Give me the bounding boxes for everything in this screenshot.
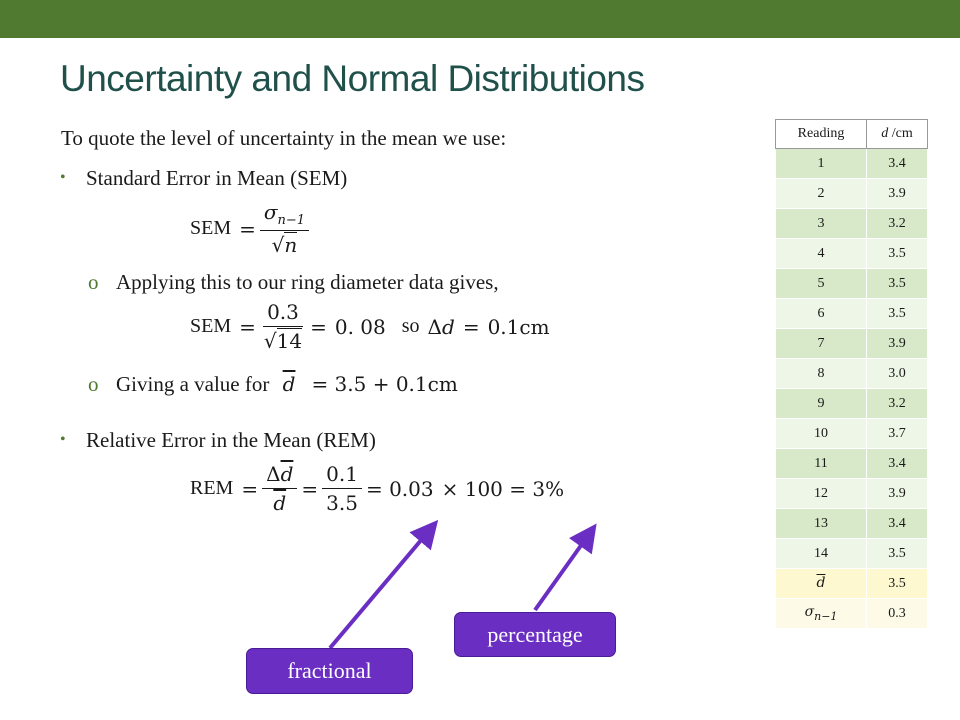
reading-cell: 1 <box>776 149 867 179</box>
reading-cell: 14 <box>776 539 867 569</box>
arrow-fractional <box>330 526 433 648</box>
so-word: so <box>401 315 420 337</box>
percentage-callout: percentage <box>454 612 616 657</box>
sub-bullet-glyph: o <box>88 270 99 294</box>
diameter-cell: 3.9 <box>867 329 928 359</box>
intro-text: To quote the level of uncertainty in the mean we use: <box>61 126 507 150</box>
d-bar-symbol: d <box>273 491 287 515</box>
d-bar-symbol: $\overline{d}$ <box>280 462 294 486</box>
sem-label: SEM <box>190 315 232 337</box>
reading-cell: 11 <box>776 449 867 479</box>
mean-value-statement: = 3.5 + 0.1cm <box>311 372 458 396</box>
diameter-cell: 3.4 <box>867 449 928 479</box>
equals-sign: = <box>310 314 327 339</box>
sem-label: SEM <box>190 217 232 239</box>
diameter-cell: 3.5 <box>867 539 928 569</box>
mean-value-cell: 3.5 <box>867 569 928 599</box>
reading-cell: 2 <box>776 179 867 209</box>
fractional-callout: fractional <box>246 648 413 694</box>
reading-cell: 10 <box>776 419 867 449</box>
equals-sign: = <box>239 314 256 339</box>
rem-percentage-value: × 100 = 3% <box>441 476 565 501</box>
reading-cell: 7 <box>776 329 867 359</box>
sub-point-apply-text: Applying this to our ring diameter data gives, <box>116 270 499 294</box>
reading-cell: 4 <box>776 239 867 269</box>
sub-point-value-text: Giving a value for <box>116 372 270 396</box>
delta-d-value: 0.1cm <box>487 314 550 339</box>
bullet-rem-text: Relative Error in the Mean (REM) <box>86 428 376 452</box>
root-symbol: √ <box>263 329 277 353</box>
rem-denominator: 3.5 <box>326 491 358 515</box>
reading-cell: 9 <box>776 389 867 419</box>
equals-sign: = <box>239 216 256 241</box>
sd-value-cell: 0.3 <box>867 599 928 629</box>
d-bar-symbol: $\overline{d}$ <box>816 575 826 591</box>
diameter-cell: 3.2 <box>867 209 928 239</box>
sem-numerator: 0.3 <box>263 300 303 327</box>
header-reading: Reading <box>776 120 867 149</box>
reading-cell: 12 <box>776 479 867 509</box>
d-symbol: d <box>881 126 889 141</box>
bullet-sem-text: Standard Error in Mean (SEM) <box>86 166 348 190</box>
diameter-cell: 3.5 <box>867 299 928 329</box>
sem-denominator: 14 <box>276 329 303 353</box>
reading-cell: 3 <box>776 209 867 239</box>
rem-label: REM <box>190 477 234 499</box>
equals-sign: = <box>462 314 480 339</box>
reading-cell: 8 <box>776 359 867 389</box>
diameter-cell: 3.5 <box>867 269 928 299</box>
sigma-subscript: n−1 <box>814 609 838 623</box>
root-symbol: √ <box>271 233 285 257</box>
rem-fractional-value: = 0.03 <box>365 476 434 501</box>
sub-bullet-glyph: o <box>88 372 99 396</box>
bullet-glyph: • <box>60 169 66 186</box>
diameter-cell: 3.4 <box>867 509 928 539</box>
diameter-cell: 3.5 <box>867 239 928 269</box>
n-symbol: n <box>284 233 298 257</box>
diameter-cell: 3.0 <box>867 359 928 389</box>
diameter-cell: 3.2 <box>867 389 928 419</box>
rem-numerator: 0.1 <box>322 462 362 489</box>
reading-cell: 13 <box>776 509 867 539</box>
reading-cell: 5 <box>776 269 867 299</box>
equals-sign: = <box>241 476 259 501</box>
sigma-symbol: σ <box>804 604 815 621</box>
sigma-symbol: σ <box>263 200 278 224</box>
diameter-cell: 3.9 <box>867 179 928 209</box>
arrow-percentage <box>535 530 592 610</box>
equals-sign: = <box>301 476 319 501</box>
unit-label: /cm <box>888 126 913 141</box>
diameter-cell: 3.9 <box>867 479 928 509</box>
delta-symbol: Δ <box>427 314 442 339</box>
diameter-cell: 3.4 <box>867 149 928 179</box>
delta-symbol: Δ <box>266 462 281 486</box>
sem-value: 0. 08 <box>334 314 386 339</box>
d-bar-symbol: $\overline{d}$ <box>282 372 296 396</box>
bullet-glyph: • <box>60 431 66 448</box>
reading-cell: 6 <box>776 299 867 329</box>
diameter-cell: 3.7 <box>867 419 928 449</box>
slide-title: Uncertainty and Normal Distributions <box>60 58 645 99</box>
d-symbol: d <box>442 314 455 339</box>
sigma-subscript: n−1 <box>277 213 306 228</box>
